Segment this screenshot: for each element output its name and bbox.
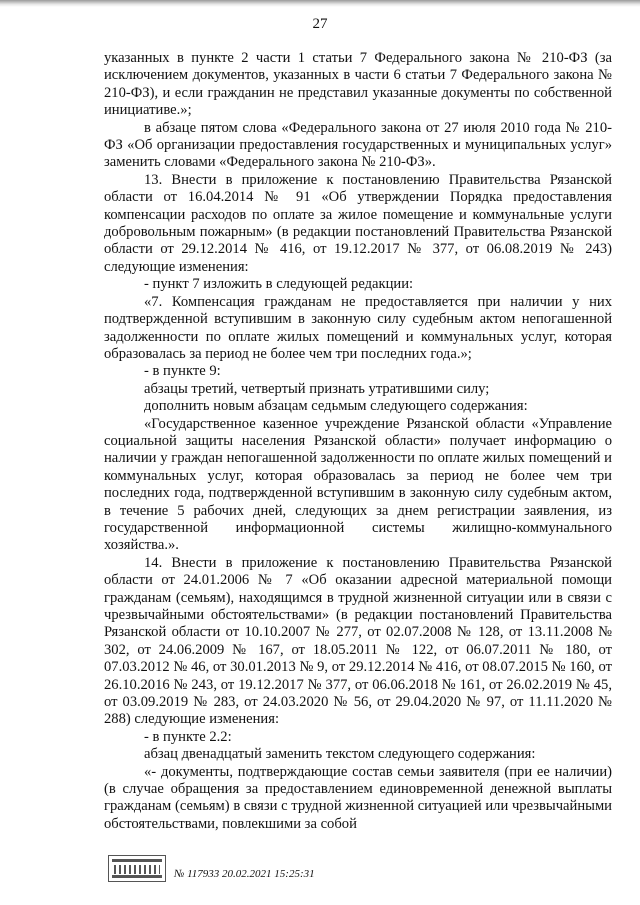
paragraph-point-9-repeal: абзацы третий, четвертый признать утратившими силу; bbox=[144, 380, 490, 397]
paragraph-abzac-12-text: «- документы, подтверждающие состав семьи заявителя (при ее наличии) (в случае обращения за предоставлением единовременной денежной выплаты гражданам (семьям) в связи с трудной жизненной ситуацией или чрезвычайными обстоятельствами, повлекшими за собой bbox=[104, 763, 612, 832]
paragraph-continuation: указанных в пункте 2 части 1 статьи 7 Федерального закона № 210-ФЗ (за исключением документов, указанных в части 6 статьи 7 Федерального закона № 210-ФЗ), и если гражданин не представил указанные документы по собственной инициативе.»; bbox=[104, 50, 612, 119]
page-number: 27 bbox=[312, 16, 328, 32]
paragraph-abzac-12: абзац двенадцатый заменить текстом следующего содержания: bbox=[144, 746, 536, 763]
document-body bbox=[104, 50, 612, 833]
paragraph-point-7-intro: - пункт 7 изложить в следующей редакции: bbox=[144, 276, 414, 293]
paragraph-abzac-5: в абзаце пятом слова «Федерального закона от 27 июля 2010 года № 210-ФЗ «Об организации предоставления государственных и муниципальных услуг» заменить словами «Федерального закона № 210-ФЗ». bbox=[104, 119, 612, 171]
paragraph-point-9-intro: - в пункте 9: bbox=[144, 363, 221, 380]
paragraph-point-2-2-intro: - в пункте 2.2: bbox=[144, 728, 232, 745]
paragraph-point-9-new-text: «Государственное казенное учреждение Рязанской области «Управление социальной защиты населения Рязанской области» получает информацию о наличии у граждан непогашенной задолженности по оплате жилых помещений и коммунальных услуг, которая образовалась за период не более чем три последних года, подтвержденной вступившим в законную силу судебным актом, в течение 5 рабочих дней, следующих за днем регистрации заявления, из государственной информационной системы жилищно-коммунального хозяйства.». bbox=[104, 415, 612, 554]
paragraph-item-14: 14. Внести в приложение к постановлению Правительства Рязанской области от 24.01.2006 № 7 «Об оказании адресной материальной помощи гражданам (семьям), находящимся в трудной жизненной ситуации или в связи с чрезвычайными обстоятельствами» (в редакции постановлений Правительства Рязанской области от 10.10.2007 № 277, от 02.07.2008 № 128, от 13.11.2008 № 302, от 24.06.2009 № 167, от 18.05.2011 № 122, от 06.07.2011 № 180, от 07.03.2012 № 46, от 30.01.2013 № 9, от 29.12.2014 № 416, от 08.07.2015 № 160, от 26.10.2016 № 243, от 19.12.2017 № 377, от 06.06.2018 № 161, от 26.02.2019 № 45, от 03.09.2019 № 283, от 24.03.2020 № 56, от 29.04.2020 № 97, от 11.11.2020 № 288) следующие изменения: bbox=[104, 554, 612, 728]
paragraph-point-9-add: дополнить новым абзацам седьмым следующего содержания: bbox=[144, 398, 528, 415]
document-code-mark: № 117933 20.02.2021 15:25:31 bbox=[174, 868, 315, 880]
registration-stamp-icon bbox=[108, 855, 166, 882]
paragraph-item-13: 13. Внести в приложение к постановлению Правительства Рязанской области от 16.04.2014 № 91 «Об утверждении Порядка предоставления компенсации расходов по оплате за жилое помещение и коммунальные услуги добровольным пожарным» (в редакции постановлений Правительства Рязанской области от 29.12.2014 № 416, от 19.12.2017 № 377, от 06.08.2019 № 243) следующие изменения: bbox=[104, 171, 612, 275]
paragraph-point-7-text: «7. Компенсация гражданам не предоставляется при наличии у них подтвержденной вступившим в законную силу судебным актом непогашенной задолженности по оплате жилых помещений и коммунальных услуг, которая образовалась за период не более чем три последних года.»; bbox=[104, 293, 612, 362]
scan-edge-shadow bbox=[0, 0, 640, 7]
